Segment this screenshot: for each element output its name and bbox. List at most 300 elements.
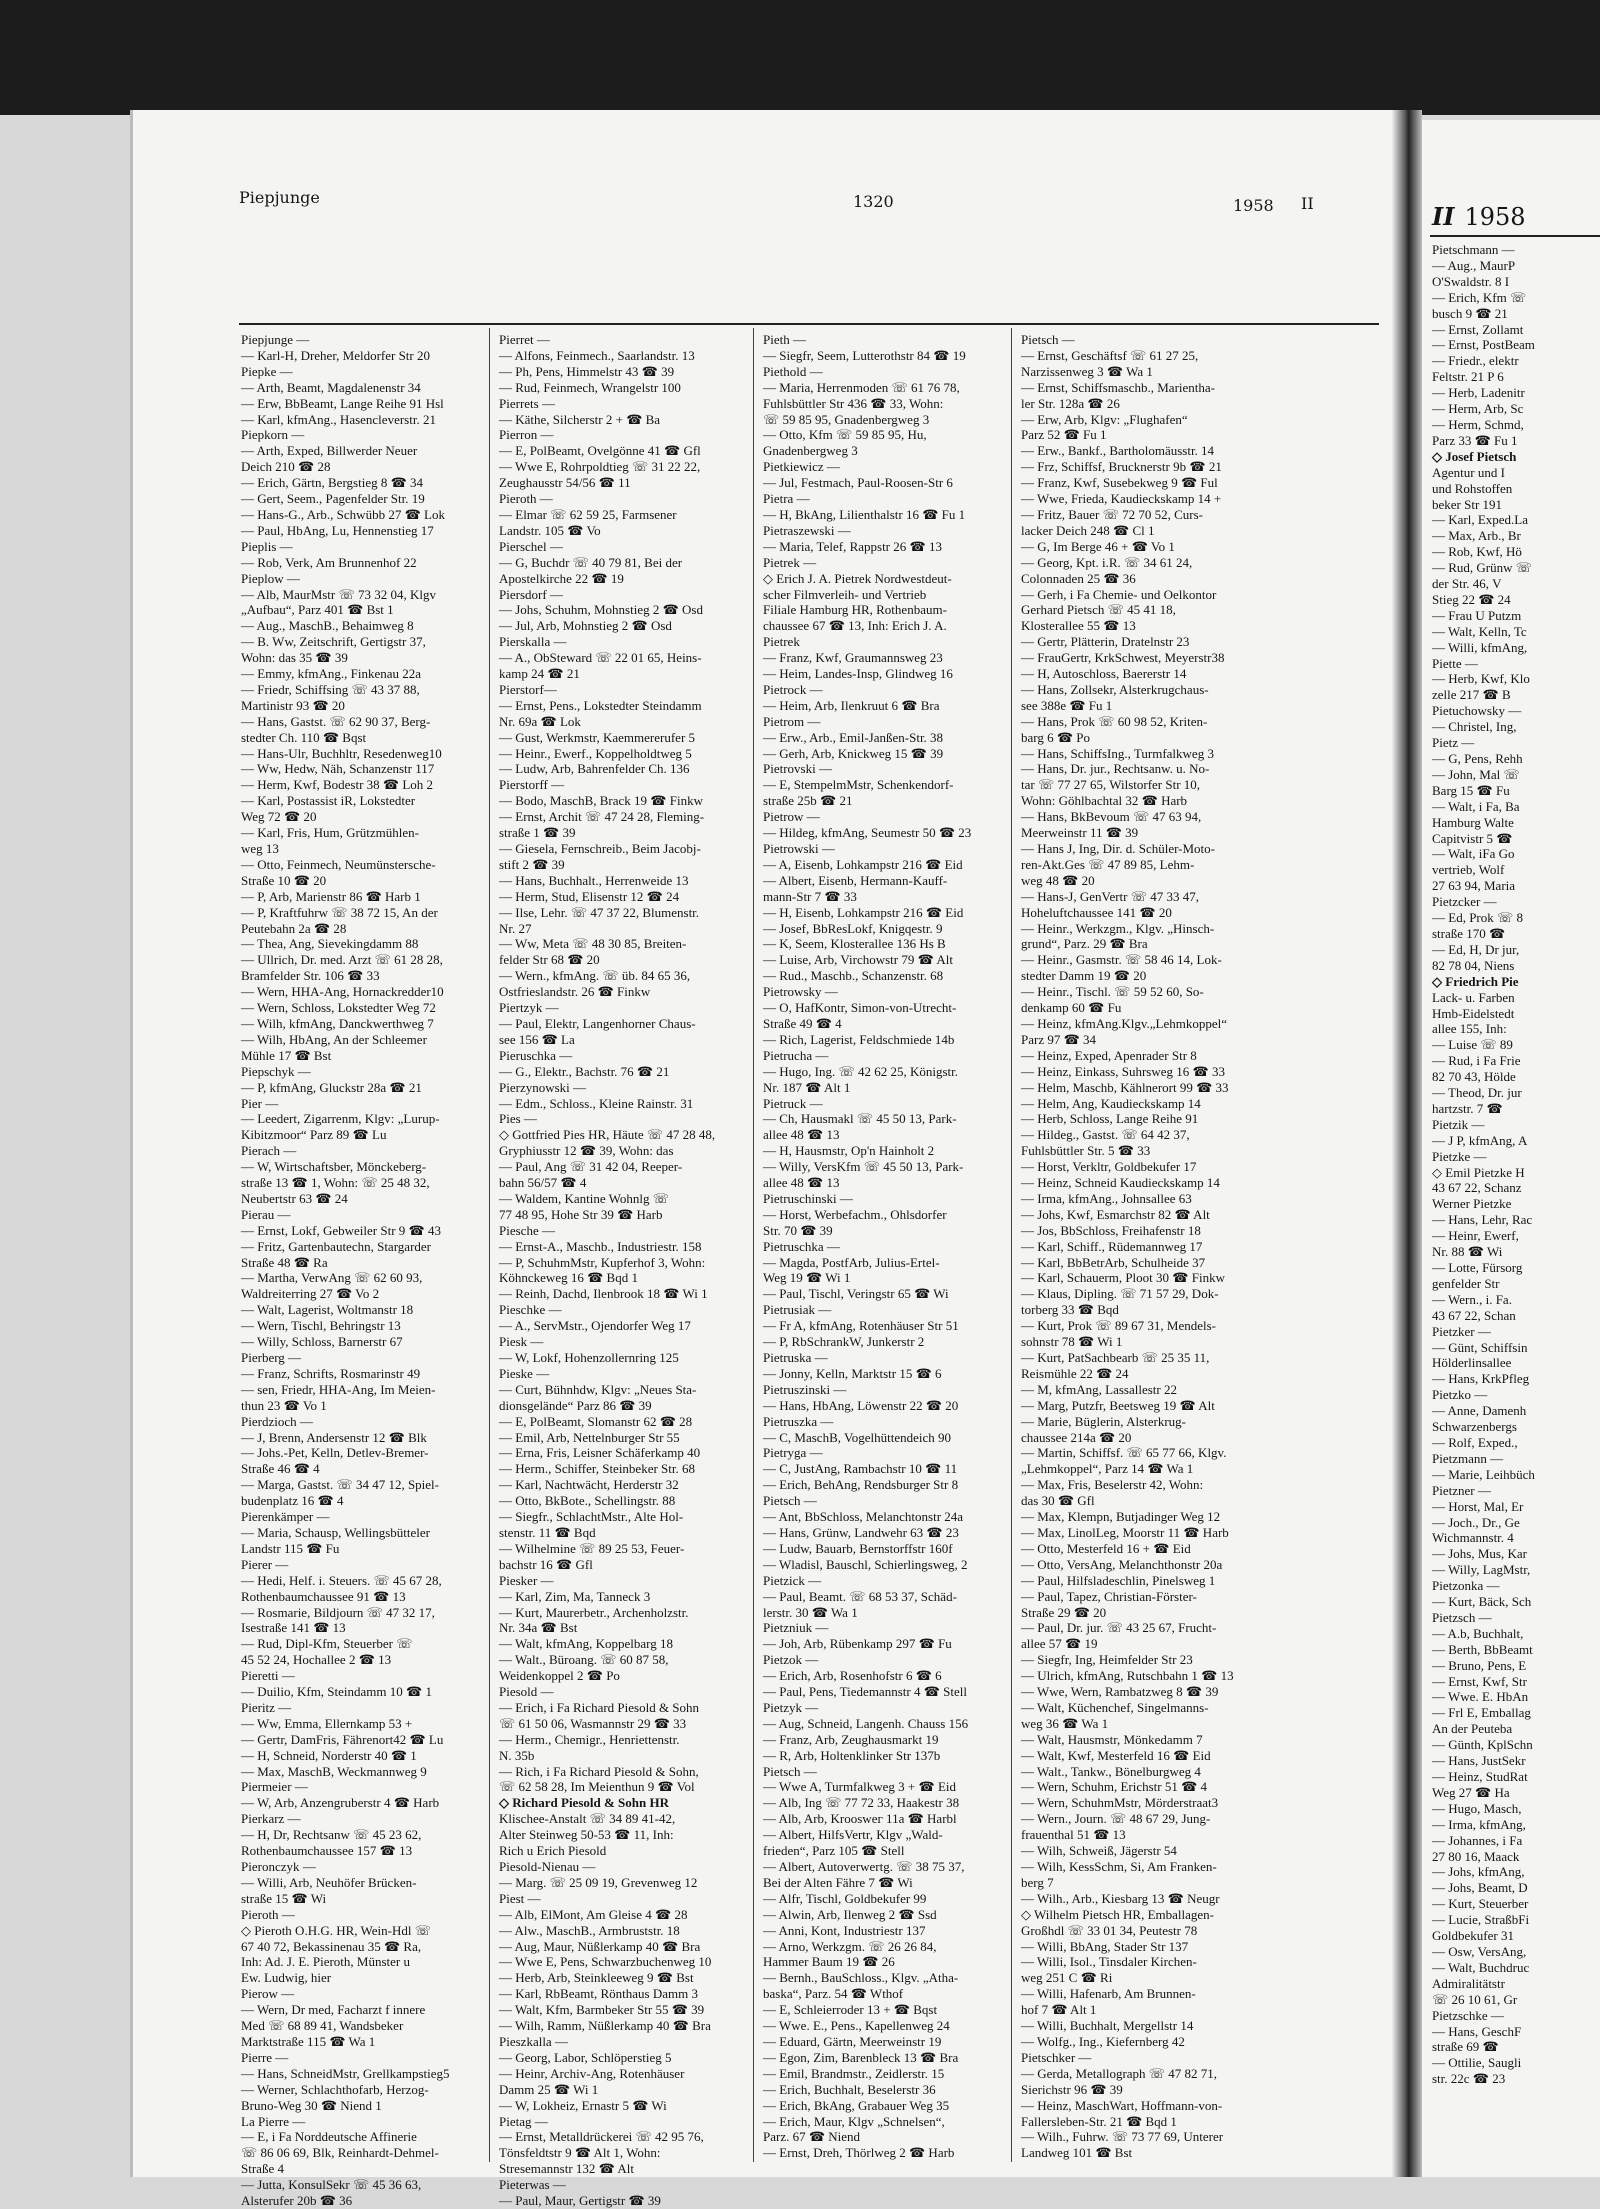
directory-entry: — Günt, Schiffsin	[1432, 1339, 1528, 1355]
directory-entry: — Frz, Schiffsf, Brucknerstr 9b ☎ 21	[1021, 459, 1222, 475]
directory-entry: — Leedert, Zigarrenm, Klgv: „Lurup-	[241, 1111, 440, 1127]
directory-entry: Pietsch —	[763, 1763, 817, 1779]
directory-entry: — Horst, Mal, Er	[1432, 1498, 1524, 1514]
directory-entry: Pieruschka —	[499, 1047, 573, 1063]
directory-entry: Piepkorn —	[241, 427, 305, 443]
directory-entry: Pietzcker —	[1432, 894, 1497, 910]
directory-entry: Marktstraße 115 ☎ Wa 1	[241, 2033, 376, 2049]
directory-entry: — Hans, Prok ☏ 60 98 52, Kriten-	[1021, 713, 1208, 729]
directory-entry: — Bruno, Pens, E	[1432, 1657, 1527, 1673]
directory-entry: An der Peuteba	[1432, 1721, 1513, 1737]
directory-entry: — Jos, BbSchloss, Freihafenstr 18	[1021, 1222, 1201, 1238]
directory-entry: — Herm., Schiffer, Steinbeker Str. 68	[499, 1461, 696, 1477]
directory-entry: — Paul, Beamt. ☏ 68 53 37, Schäd-	[763, 1588, 957, 1604]
directory-entry: — Ernst, Geschäftsf ☏ 61 27 25,	[1021, 347, 1199, 363]
directory-entry: straße 15 ☎ Wi	[241, 1890, 327, 1906]
directory-entry: Filiale Hamburg HR, Rothenbaum-	[763, 602, 947, 618]
directory-entry: allee 57 ☎ 19	[1021, 1636, 1098, 1652]
directory-entry: — Bodo, MaschB, Brack 19 ☎ Finkw	[499, 793, 703, 809]
directory-entry: — Ww, Emma, Ellernkamp 53 +	[241, 1715, 413, 1731]
directory-entry: — Hans, Grünw, Landwehr 63 ☎ 23	[763, 1524, 959, 1540]
directory-entry: — A., ObSteward ☏ 22 01 65, Heins-	[499, 650, 702, 666]
directory-entry: La Pierre —	[241, 2113, 306, 2129]
directory-entry: — Luise ☏ 89	[1432, 1037, 1513, 1053]
directory-entry: weg 251 C ☎ Ri	[1021, 1970, 1113, 1986]
directory-entry: Pietruszinski —	[763, 1381, 847, 1397]
directory-entry: — Aug, Schneid, Langenh. Chauss 156	[763, 1715, 969, 1731]
page-number: 1320	[853, 192, 894, 211]
directory-entry: Barg 15 ☎ Fu	[1432, 782, 1510, 798]
directory-entry: — Walt., Büroang. ☏ 60 87 58,	[499, 1652, 669, 1668]
directory-entry: Weg 72 ☎ 20	[241, 809, 317, 825]
directory-entry: — Kurt, Steuerber	[1432, 1896, 1529, 1912]
directory-entry: Pierau —	[241, 1206, 291, 1222]
directory-entry: — H, Dr, Rechtsanw ☏ 45 23 62,	[241, 1827, 422, 1843]
directory-entry: — Wilh, KessSchm, Si, Am Franken-	[1021, 1859, 1217, 1874]
directory-entry: Pietschmann —	[1432, 242, 1515, 257]
directory-entry: — Wern, HHA-Ang, Hornackredder10	[241, 984, 444, 1000]
directory-entry: — Johs, Schuhm, Mohnstieg 2 ☎ Osd	[499, 602, 703, 618]
directory-column-5	[1432, 242, 1600, 2087]
directory-entry: Peutebahn 2a ☎ 28	[241, 920, 347, 936]
directory-entry: Piepke —	[241, 363, 293, 379]
directory-entry: — A.b, Buchhalt,	[1432, 1625, 1524, 1641]
directory-entry: — Walt, i Fa, Ba	[1432, 798, 1520, 814]
directory-entry: — Paul, Tapez, Christian-Förster-	[1021, 1588, 1197, 1604]
directory-entry: Pietzko —	[1432, 1387, 1488, 1403]
header-rule	[239, 323, 1379, 325]
directory-entry: Pierron —	[499, 427, 554, 443]
directory-entry: — Friedr., elektr	[1432, 353, 1519, 369]
directory-entry: Pietzick —	[763, 1572, 822, 1588]
directory-entry: straße 1 ☎ 39	[499, 825, 576, 841]
directory-entry: — Ch, Hausmakl ☏ 45 50 13, Park-	[763, 1111, 957, 1127]
directory-entry: Pietzker —	[1432, 1323, 1491, 1339]
directory-entry: Hammer Baum 19 ☎ 26	[763, 1954, 895, 1970]
directory-entry: stift 2 ☎ 39	[499, 856, 565, 872]
directory-entry: — Heinr., Tischl. ☏ 59 52 60, So-	[1021, 984, 1204, 1000]
directory-entry: 27 63 94, Maria	[1432, 878, 1516, 894]
directory-entry: bachstr 16 ☎ Gfl	[499, 1556, 593, 1572]
directory-entry: — K, Seem, Klosterallee 136 Hs B	[763, 936, 946, 952]
directory-entry: — Kurt, PatSachbearb ☏ 25 35 11,	[1021, 1350, 1210, 1365]
directory-entry: Admiralitätstr	[1432, 1975, 1505, 1991]
directory-entry: — Erich, BehAng, Rendsburger Str 8	[763, 1477, 959, 1493]
directory-entry: — Ottilie, Sauglі	[1432, 2055, 1522, 2071]
directory-entry: — Jul, Arb, Mohnstieg 2 ☎ Osd	[499, 618, 672, 634]
directory-entry: — Gertr, DamFris, Fährenort42 ☎ Lu	[241, 1731, 444, 1747]
directory-entry: Pietzniuk —	[763, 1620, 829, 1636]
directory-entry: — Willi, BbAng, Stader Str 137	[1021, 1938, 1189, 1954]
directory-entry: tar ☏ 77 27 65, Wilstorfer Str 10,	[1021, 777, 1201, 793]
directory-entry: Str. 70 ☎ 39	[763, 1222, 833, 1238]
directory-entry: Schwarzenbergs	[1432, 1419, 1517, 1435]
directory-entry: — Heinz, Exped, Apenrader Str 8	[1021, 1047, 1197, 1063]
directory-entry: — Heinr, Archiv-Ang, Rotenhäuser	[499, 2065, 685, 2081]
directory-entry: Feltstr. 21 P 6	[1432, 369, 1504, 385]
directory-entry: — Karl, kfmAng., Hasencleverstr. 21	[241, 411, 436, 427]
directory-entry: budenplatz 16 ☎ 4	[241, 1493, 344, 1509]
directory-page-left	[130, 110, 1398, 2209]
directory-entry: — Emil, Brandmstr., Zeidlerstr. 15	[763, 2065, 945, 2081]
directory-entry: Pieschke —	[499, 1302, 562, 1318]
directory-entry: — Horst, Verkltr, Goldbekufer 17	[1021, 1159, 1197, 1175]
directory-entry: Pietkiewicz —	[763, 459, 840, 475]
directory-entry: — Heinr., Ewerf., Koppelholdtweg 5	[499, 745, 692, 761]
directory-entry: — J P, kfmAng, A	[1432, 1132, 1528, 1148]
directory-entry: — P, RbSchrankW, Junkerstr 2	[763, 1334, 925, 1350]
directory-entry: Pietryga —	[763, 1445, 823, 1461]
right-volume: II	[1432, 202, 1455, 231]
directory-entry: — Herb, Ladenitr	[1432, 385, 1525, 401]
directory-entry: — Herm, Schmd,	[1432, 416, 1524, 432]
directory-entry: ◇ Wilhelm Pietsch HR, Emballagen-	[1021, 1906, 1215, 1922]
directory-entry: — W, Lokheiz, Ernastr 5 ☎ Wi	[499, 2097, 667, 2113]
directory-entry: — Wilh., Fuhrw. ☏ 73 77 69, Unterer	[1021, 2129, 1224, 2145]
directory-entry: str. 22c ☎ 23	[1432, 2071, 1506, 2087]
directory-entry: — Alb, MaurMstr ☏ 73 32 04, Klgv	[241, 586, 437, 602]
directory-entry: — Hans, Buchhalt., Herrenweide 13	[499, 872, 689, 888]
directory-entry: allee 48 ☎ 13	[763, 1127, 840, 1143]
directory-entry: — FrauGertr, KrkSchwest, Meyerstr38	[1021, 650, 1225, 666]
directory-entry: — E, PolBeamt, Ovelgönne 41 ☎ Gfl	[499, 443, 701, 459]
directory-entry: — Willi, Buchhalt, Mergellstr 14	[1021, 2018, 1194, 2034]
directory-entry: Neubertstr 63 ☎ 24	[241, 1190, 348, 1206]
directory-entry: — Hans, Gastst. ☏ 62 90 37, Berg-	[241, 713, 431, 729]
directory-entry: — Willy, Schloss, Barnerstr 67	[241, 1334, 403, 1350]
directory-entry: — Ernst, Pens., Lokstedter Steindamm	[499, 697, 702, 713]
directory-entry: Meerweinstr 11 ☎ 39	[1021, 825, 1139, 841]
directory-entry: — Walt, Kwf, Mesterfeld 16 ☎ Eid	[1021, 1747, 1211, 1763]
directory-entry: — Alwin, Arb, Ilenweg 2 ☎ Ssd	[763, 1906, 937, 1922]
directory-entry: Werner Pietzke	[1432, 1196, 1512, 1212]
directory-entry: Damm 25 ☎ Wi 1	[499, 2081, 599, 2097]
directory-entry: — Karl, Zim, Ma, Tanneck 3	[499, 1588, 651, 1604]
directory-entry: — Wwe E, Pens, Schwarzbuchenweg 10	[499, 1954, 712, 1970]
directory-entry: — Elmar ☏ 62 59 25, Farmsener	[499, 506, 677, 522]
directory-entry: 43 67 22, Schan	[1432, 1307, 1516, 1323]
directory-entry: — Gerda, Metallograph ☏ 47 82 71,	[1021, 2065, 1218, 2081]
directory-entry: — Klaus, Dipling. ☏ 71 57 29, Dok-	[1021, 1286, 1219, 1302]
directory-entry: — Wladisl, Bauschl, Schierlingsweg, 2	[763, 1556, 968, 1572]
directory-entry: — Willi, kfmAng,	[1432, 639, 1528, 655]
directory-entry: Pietruszka —	[763, 1413, 834, 1429]
directory-entry: lerstr. 30 ☎ Wa 1	[763, 1604, 858, 1620]
directory-entry: — Jul, Festmach, Paul-Roosen-Str 6	[763, 475, 953, 491]
directory-entry: Tönsfeldtstr 9 ☎ Alt 1, Wohn:	[499, 2145, 661, 2161]
directory-entry: Lack- u. Farben	[1432, 989, 1515, 1005]
directory-entry: Reismühle 22 ☎ 24	[1021, 1365, 1129, 1381]
directory-entry: — Heim, Arb, Ilenkruut 6 ☎ Bra	[763, 697, 940, 713]
directory-entry: Pieszkalla —	[499, 2033, 568, 2049]
directory-entry: — Wwe E, Rohrpoldtieg ☏ 31 22 22,	[499, 459, 701, 475]
directory-entry: ☏ 59 85 95, Gnadenbergweg 3	[763, 411, 930, 427]
directory-entry: — C, MaschB, Vogelhüttendeich 90	[763, 1429, 952, 1445]
directory-entry: — Ww, Hedw, Näh, Schanzenstr 117	[241, 761, 435, 777]
directory-entry: — Bernh., BauSchloss., Klgv. „Atha-	[763, 1970, 959, 1986]
directory-entry: zelle 217 ☎ B	[1432, 687, 1511, 703]
directory-entry: Pietuchowsky —	[1432, 703, 1522, 719]
directory-entry: Großhdl ☏ 33 01 34, Peutestr 78	[1021, 1922, 1198, 1938]
directory-entry: — Erich, Kfm ☏	[1432, 289, 1527, 305]
directory-entry: Piesk —	[499, 1334, 544, 1350]
directory-entry: — Maria, Schausp, Wellingsbütteler	[241, 1524, 430, 1540]
directory-entry: weg 48 ☎ 20	[1021, 872, 1095, 888]
directory-entry: — Rud, Dipl-Kfm, Steuerber ☏	[241, 1636, 413, 1652]
directory-entry: Straße 49 ☎ 4	[763, 1015, 842, 1031]
directory-entry: — Karl, RbBeamt, Rönthaus Damm 3	[499, 1986, 698, 2002]
directory-entry: und Rohstoffen	[1432, 480, 1513, 496]
directory-entry: felder Str 68 ☎ 20	[499, 952, 600, 968]
directory-entry: stedter Ch. 110 ☎ Bqst	[241, 729, 367, 745]
directory-entry: — Johs, kfmAng,	[1432, 1864, 1525, 1880]
directory-entry: Zeughausstr 54/56 ☎ 11	[499, 475, 631, 491]
directory-entry: Fuhlsbüttler Str 436 ☎ 33, Wohn:	[763, 395, 944, 411]
directory-entry: — Rud, Grünw ☏	[1432, 560, 1533, 576]
directory-entry: — G, Im Berge 46 + ☎ Vo 1	[1021, 538, 1175, 554]
directory-entry: Pietruska —	[763, 1350, 828, 1365]
directory-entry: — Otto, BkBote., Schellingstr. 88	[499, 1493, 676, 1509]
directory-entry: Straße 48 ☎ Ra	[241, 1254, 328, 1270]
directory-entry: — Wern, Tischl, Behringstr 13	[241, 1318, 401, 1334]
directory-entry: Piethold —	[763, 363, 823, 379]
directory-entry: Hölderlinsallee	[1432, 1355, 1512, 1371]
directory-entry: baska“, Parz. 54 ☎ Wthof	[763, 1986, 904, 2002]
directory-column-4	[1021, 332, 1261, 2162]
directory-entry: — Siegfr, Ing, Heimfelder Str 23	[1021, 1652, 1193, 1668]
directory-entry: — Herm., Chemigr., Henriettenstr.	[499, 1731, 680, 1747]
directory-entry: Rothenbaumchaussee 157 ☎ 13	[241, 1843, 413, 1859]
directory-entry: barg 6 ☎ Po	[1021, 729, 1091, 745]
directory-entry: — Karl, BbBetrArb, Schulheide 37	[1021, 1254, 1206, 1270]
directory-entry: Pietrom —	[763, 713, 821, 729]
directory-entry: 45 52 24, Hochallee 2 ☎ 13	[241, 1652, 392, 1668]
directory-entry: Piertzyk —	[499, 1000, 559, 1016]
directory-entry: — Heinz, StudRat	[1432, 1769, 1528, 1784]
directory-entry: Pieterwas —	[499, 2177, 566, 2193]
directory-entry: — Ernst, Zollamt	[1432, 321, 1524, 337]
directory-entry: — Georg, Kpt. i.R. ☏ 34 61 24,	[1021, 554, 1193, 570]
scan-background	[0, 0, 1600, 115]
directory-entry: — Fritz, Bauer ☏ 72 70 52, Curs-	[1021, 506, 1203, 522]
directory-entry: Pierstorf—	[499, 681, 557, 697]
directory-entry: — Wilhelmine ☏ 89 25 53, Feuer-	[499, 1540, 685, 1556]
directory-entry: — Paul, Elektr, Langenhorner Chaus-	[499, 1015, 696, 1031]
directory-entry: — Wwe, Frieda, Kaudieckskamp 14 +	[1021, 491, 1222, 507]
directory-entry: Pietra —	[763, 491, 810, 507]
directory-entry: Martinistr 93 ☎ 20	[241, 697, 345, 713]
directory-entry: — Ernst, Kwf, Str	[1432, 1673, 1527, 1689]
directory-entry: — J, Brenn, Andersenstr 12 ☎ Blk	[241, 1429, 427, 1445]
directory-entry: Mühle 17 ☎ Bst	[241, 1047, 332, 1063]
directory-entry: — A, Eisenb, Lohkampstr 216 ☎ Eid	[763, 856, 963, 872]
directory-entry: chaussee 67 ☎ 13, Inh: Erich J. A.	[763, 618, 947, 634]
directory-entry: Pietzok —	[763, 1652, 819, 1668]
directory-entry: Piette —	[1432, 655, 1478, 671]
directory-entry: sohnstr 78 ☎ Wi 1	[1021, 1334, 1123, 1350]
directory-entry: Parz. 67 ☎ Niend	[763, 2129, 861, 2145]
directory-entry: — Rud., Maschb., Schanzenstr. 68	[763, 968, 944, 984]
directory-entry: denkamp 60 ☎ Fu	[1021, 1000, 1122, 1016]
directory-entry: — Karl, Schauerm, Ploot 30 ☎ Finkw	[1021, 1270, 1225, 1286]
running-head-year: 1958	[1233, 196, 1274, 215]
directory-entry: — B. Ww, Zeitschrift, Gertigstr 37,	[241, 634, 426, 650]
column-divider	[1011, 328, 1012, 2162]
directory-entry: Pietrusiak —	[763, 1302, 832, 1318]
directory-entry: — Wilh, Ramm, Nüßlerkamp 40 ☎ Bra	[499, 2018, 711, 2034]
directory-column-3	[763, 332, 999, 2162]
directory-entry: Bramfelder Str. 106 ☎ 33	[241, 968, 380, 984]
directory-entry: — Fritz, Gartenbautechn, Stargarder	[241, 1238, 431, 1254]
directory-entry: — Willi, Isol., Tinsdaler Kirchen-	[1021, 1954, 1197, 1970]
directory-entry: — A., ServMstr., Ojendorfer Weg 17	[499, 1318, 691, 1334]
directory-entry: — Albert, HilfsVertr, Klgv „Wald-	[763, 1827, 943, 1843]
directory-entry: — W, Wirtschaftsber, Mönckeberg-	[241, 1159, 427, 1175]
directory-entry: Pietz —	[1432, 735, 1475, 751]
directory-entry: — Gerh, Arb, Knickweg 15 ☎ 39	[763, 745, 944, 761]
directory-entry: — Anne, Damenh	[1432, 1403, 1527, 1419]
directory-entry: — Heinz, kfmAng.Klgv.„Lehmkoppel“	[1021, 1015, 1228, 1031]
directory-entry: straße 13 ☎ 1, Wohn: ☏ 25 48 32,	[241, 1175, 430, 1191]
directory-entry: Kibitzmoor“ Parz 89 ☎ Lu	[241, 1127, 387, 1143]
directory-entry: — Karl, Postassist iR, Lokstedter	[241, 793, 416, 809]
directory-entry: — Ant, BbSchloss, Melanchtonstr 24a	[763, 1509, 964, 1525]
directory-entry: Pierdzioch —	[241, 1413, 313, 1429]
directory-entry: — Siegfr., SchlachtMstr., Alte Hol-	[499, 1509, 684, 1525]
directory-entry: — Wwe. E. HbAn	[1432, 1689, 1529, 1705]
directory-entry: — Hedi, Helf. i. Steuers. ☏ 45 67 28,	[241, 1572, 442, 1588]
directory-entry: — Frau U Putzm	[1432, 607, 1522, 623]
directory-entry: — Rolf, Exped.,	[1432, 1434, 1518, 1450]
directory-entry: — Willi, Arb, Neuhöfer Brücken-	[241, 1874, 417, 1890]
column-divider	[489, 328, 490, 2162]
directory-entry: — Aug., MaurP	[1432, 257, 1516, 273]
directory-entry: — Martha, VerwAng ☏ 62 60 93,	[241, 1270, 423, 1286]
directory-entry: das 30 ☎ Gfl	[1021, 1493, 1095, 1509]
directory-entry: Straße 29 ☎ 20	[1021, 1604, 1107, 1620]
directory-entry: ☏ 61 50 06, Wasmannstr 29 ☎ 33	[499, 1715, 687, 1731]
directory-entry: — Rob, Verk, Am Brunnenhof 22	[241, 554, 417, 570]
directory-entry: — Arth, Exped, Billwerder Neuer	[241, 443, 418, 459]
directory-entry: — Franz, Kwf, Graumannsweg 23	[763, 650, 943, 666]
directory-entry: — Irma, kfmAng,	[1432, 1816, 1526, 1832]
directory-entry: — Hugo, Ing. ☏ 42 62 25, Königstr.	[763, 1063, 959, 1079]
directory-entry: — Martin, Schiffsf. ☏ 65 77 66, Klgv.	[1021, 1445, 1227, 1461]
directory-entry: thun 23 ☎ Vo 1	[241, 1397, 327, 1413]
directory-entry: — G., Elektr., Bachstr. 76 ☎ 21	[499, 1063, 670, 1079]
directory-entry: Wichmannstr. 4	[1432, 1530, 1514, 1546]
directory-entry: — O, HafKontr, Simon-von-Utrecht-	[763, 1000, 957, 1016]
directory-entry: — Otto, VersAng, Melanchthonstr 20a	[1021, 1556, 1223, 1572]
directory-entry: — Wilh., Arb., Kiesbarg 13 ☎ Neugr	[1021, 1890, 1220, 1906]
directory-entry: — Walt., Tankw., Bönelburgweg 4	[1021, 1763, 1201, 1779]
directory-entry: Pierkarz —	[241, 1811, 301, 1827]
directory-entry: Bei der Alten Fähre 7 ☎ Wi	[763, 1874, 913, 1890]
directory-entry: — Marie, Leihbüch	[1432, 1466, 1535, 1482]
directory-entry: — Hans, Lehr, Rac	[1432, 1212, 1533, 1228]
directory-entry: — Hans, Dr. jur., Rechtsanw. u. No-	[1021, 761, 1210, 777]
directory-entry: — Werner, Schlachthofarb, Herzog-	[241, 2081, 429, 2097]
directory-entry: — Karl, Schiff., Rüdemannweg 17	[1021, 1238, 1203, 1254]
directory-entry: — Helm, Ang, Kaudieckskamp 14	[1021, 1095, 1201, 1111]
directory-entry: — Hans, SchneidMstr, Grellkampstieg5	[241, 2065, 450, 2081]
directory-entry: ◇ Emil Pietzke H	[1432, 1164, 1525, 1180]
directory-entry: — Wern, SchuhmMstr, Mörderstraat3	[1021, 1795, 1219, 1811]
directory-entry: — Joch., Dr., Ge	[1432, 1514, 1520, 1530]
directory-entry: Pierzynowski —	[499, 1079, 587, 1095]
directory-entry: — Josef, BbResLokf, Knigqestr. 9	[763, 920, 943, 936]
directory-entry: straße 69 ☎	[1432, 2039, 1499, 2055]
directory-entry: — G, Buchdr ☏ 40 79 81, Bei der	[499, 554, 683, 570]
directory-entry: Pietzsch —	[1432, 1609, 1492, 1625]
directory-entry: — Johs.-Pet, Kelln, Detlev-Bremer-	[241, 1445, 429, 1461]
directory-entry: — Herm, Arb, Sc	[1432, 401, 1524, 417]
directory-entry: — John, Mal ☏	[1432, 766, 1520, 782]
directory-entry: — Heinz, Einkass, Suhrsweg 16 ☎ 33	[1021, 1063, 1225, 1079]
directory-entry: — Frl E, Emballag	[1432, 1705, 1531, 1721]
right-year: 1958	[1464, 203, 1526, 231]
directory-entry: — Kurt, Bäck, Sch	[1432, 1594, 1532, 1610]
directory-entry: — Ernst, Metalldrückerei ☏ 42 95 76,	[499, 2129, 704, 2145]
directory-entry: Nr. 187 ☎ Alt 1	[763, 1079, 851, 1095]
directory-entry: — Paul, HbAng, Lu, Hennenstieg 17	[241, 522, 434, 538]
directory-entry: — Arth, Beamt, Magdalenenstr 34	[241, 379, 421, 395]
directory-entry: Parz 52 ☎ Fu 1	[1021, 427, 1107, 443]
directory-entry: beker Str 191	[1432, 496, 1503, 512]
directory-entry: ◇ Friedrich Pie	[1432, 973, 1519, 989]
directory-entry: — Wwe, Wern, Rambatzweg 8 ☎ 39	[1021, 1684, 1219, 1700]
directory-entry: — Joh, Arb, Rübenkamp 297 ☎ Fu	[763, 1636, 952, 1652]
directory-entry: — Ludw, Arb, Bahrenfelder Ch. 136	[499, 761, 690, 777]
directory-entry: Pierret —	[499, 332, 550, 347]
directory-entry: busch 9 ☎ 21	[1432, 305, 1508, 321]
directory-entry: — Ed, Prok ☏ 8	[1432, 910, 1524, 926]
directory-entry: — Ernst, Lokf, Gebweiler Str 9 ☎ 43	[241, 1222, 441, 1238]
directory-entry: Rich u Erich Piesold	[499, 1843, 607, 1859]
directory-entry: — Gerh, i Fa Chemie- und Oelkontor	[1021, 586, 1217, 602]
directory-entry: — Otto, Mesterfeld 16 + ☎ Eid	[1021, 1540, 1191, 1556]
directory-entry: Piepjunge —	[241, 332, 310, 347]
directory-entry: Hmb-Eidelstedt	[1432, 1005, 1515, 1021]
directory-entry: Pierow —	[241, 1986, 295, 2002]
directory-entry: — Wern., kfmAng. ☏ üb. 84 65 36,	[499, 968, 691, 984]
directory-entry: — P, Arb, Marienstr 86 ☎ Harb 1	[241, 888, 421, 904]
directory-entry: Pietschker —	[1021, 2049, 1092, 2065]
directory-entry: — H, Autoschloss, Baererstr 14	[1021, 666, 1187, 682]
directory-entry: — Aug, Maur, Nüßlerkamp 40 ☎ Bra	[499, 1938, 701, 1954]
directory-entry: — Wern, Schloss, Lokstedter Weg 72	[241, 1000, 436, 1016]
directory-page-right	[1422, 120, 1600, 2177]
directory-entry: — Walt, Buchdruc	[1432, 1959, 1530, 1975]
directory-entry: Landweg 101 ☎ Bst	[1021, 2145, 1133, 2161]
directory-entry: Pieth —	[763, 332, 806, 347]
directory-entry: — Hans, BkBevoum ☏ 47 63 94,	[1021, 809, 1202, 825]
directory-entry: — Max, LinolLeg, Moorstr 11 ☎ Harb	[1021, 1524, 1229, 1540]
directory-entry: Pierschel —	[499, 538, 563, 554]
directory-entry: Hamburg Walte	[1432, 814, 1514, 830]
directory-entry: 82 78 04, Niens	[1432, 957, 1515, 973]
directory-entry: — Heinz, Schneid Kaudieckskamp 14	[1021, 1175, 1220, 1191]
directory-entry: Piesker —	[499, 1572, 554, 1588]
directory-entry: Piepschyk —	[241, 1063, 311, 1079]
right-header-rule	[1430, 235, 1600, 237]
directory-entry: allee 48 ☎ 13	[763, 1175, 840, 1191]
directory-entry: — Thea, Ang, Sievekingdamm 88	[241, 936, 419, 952]
directory-entry: — Wern, Schuhm, Erichstr 51 ☎ 4	[1021, 1779, 1208, 1795]
directory-entry: — Wilh, HbAng, An der Schleemer	[241, 1031, 427, 1047]
directory-entry: 82 70 43, Hölde	[1432, 1069, 1516, 1085]
directory-entry: Landstr. 105 ☎ Vo	[499, 522, 601, 538]
